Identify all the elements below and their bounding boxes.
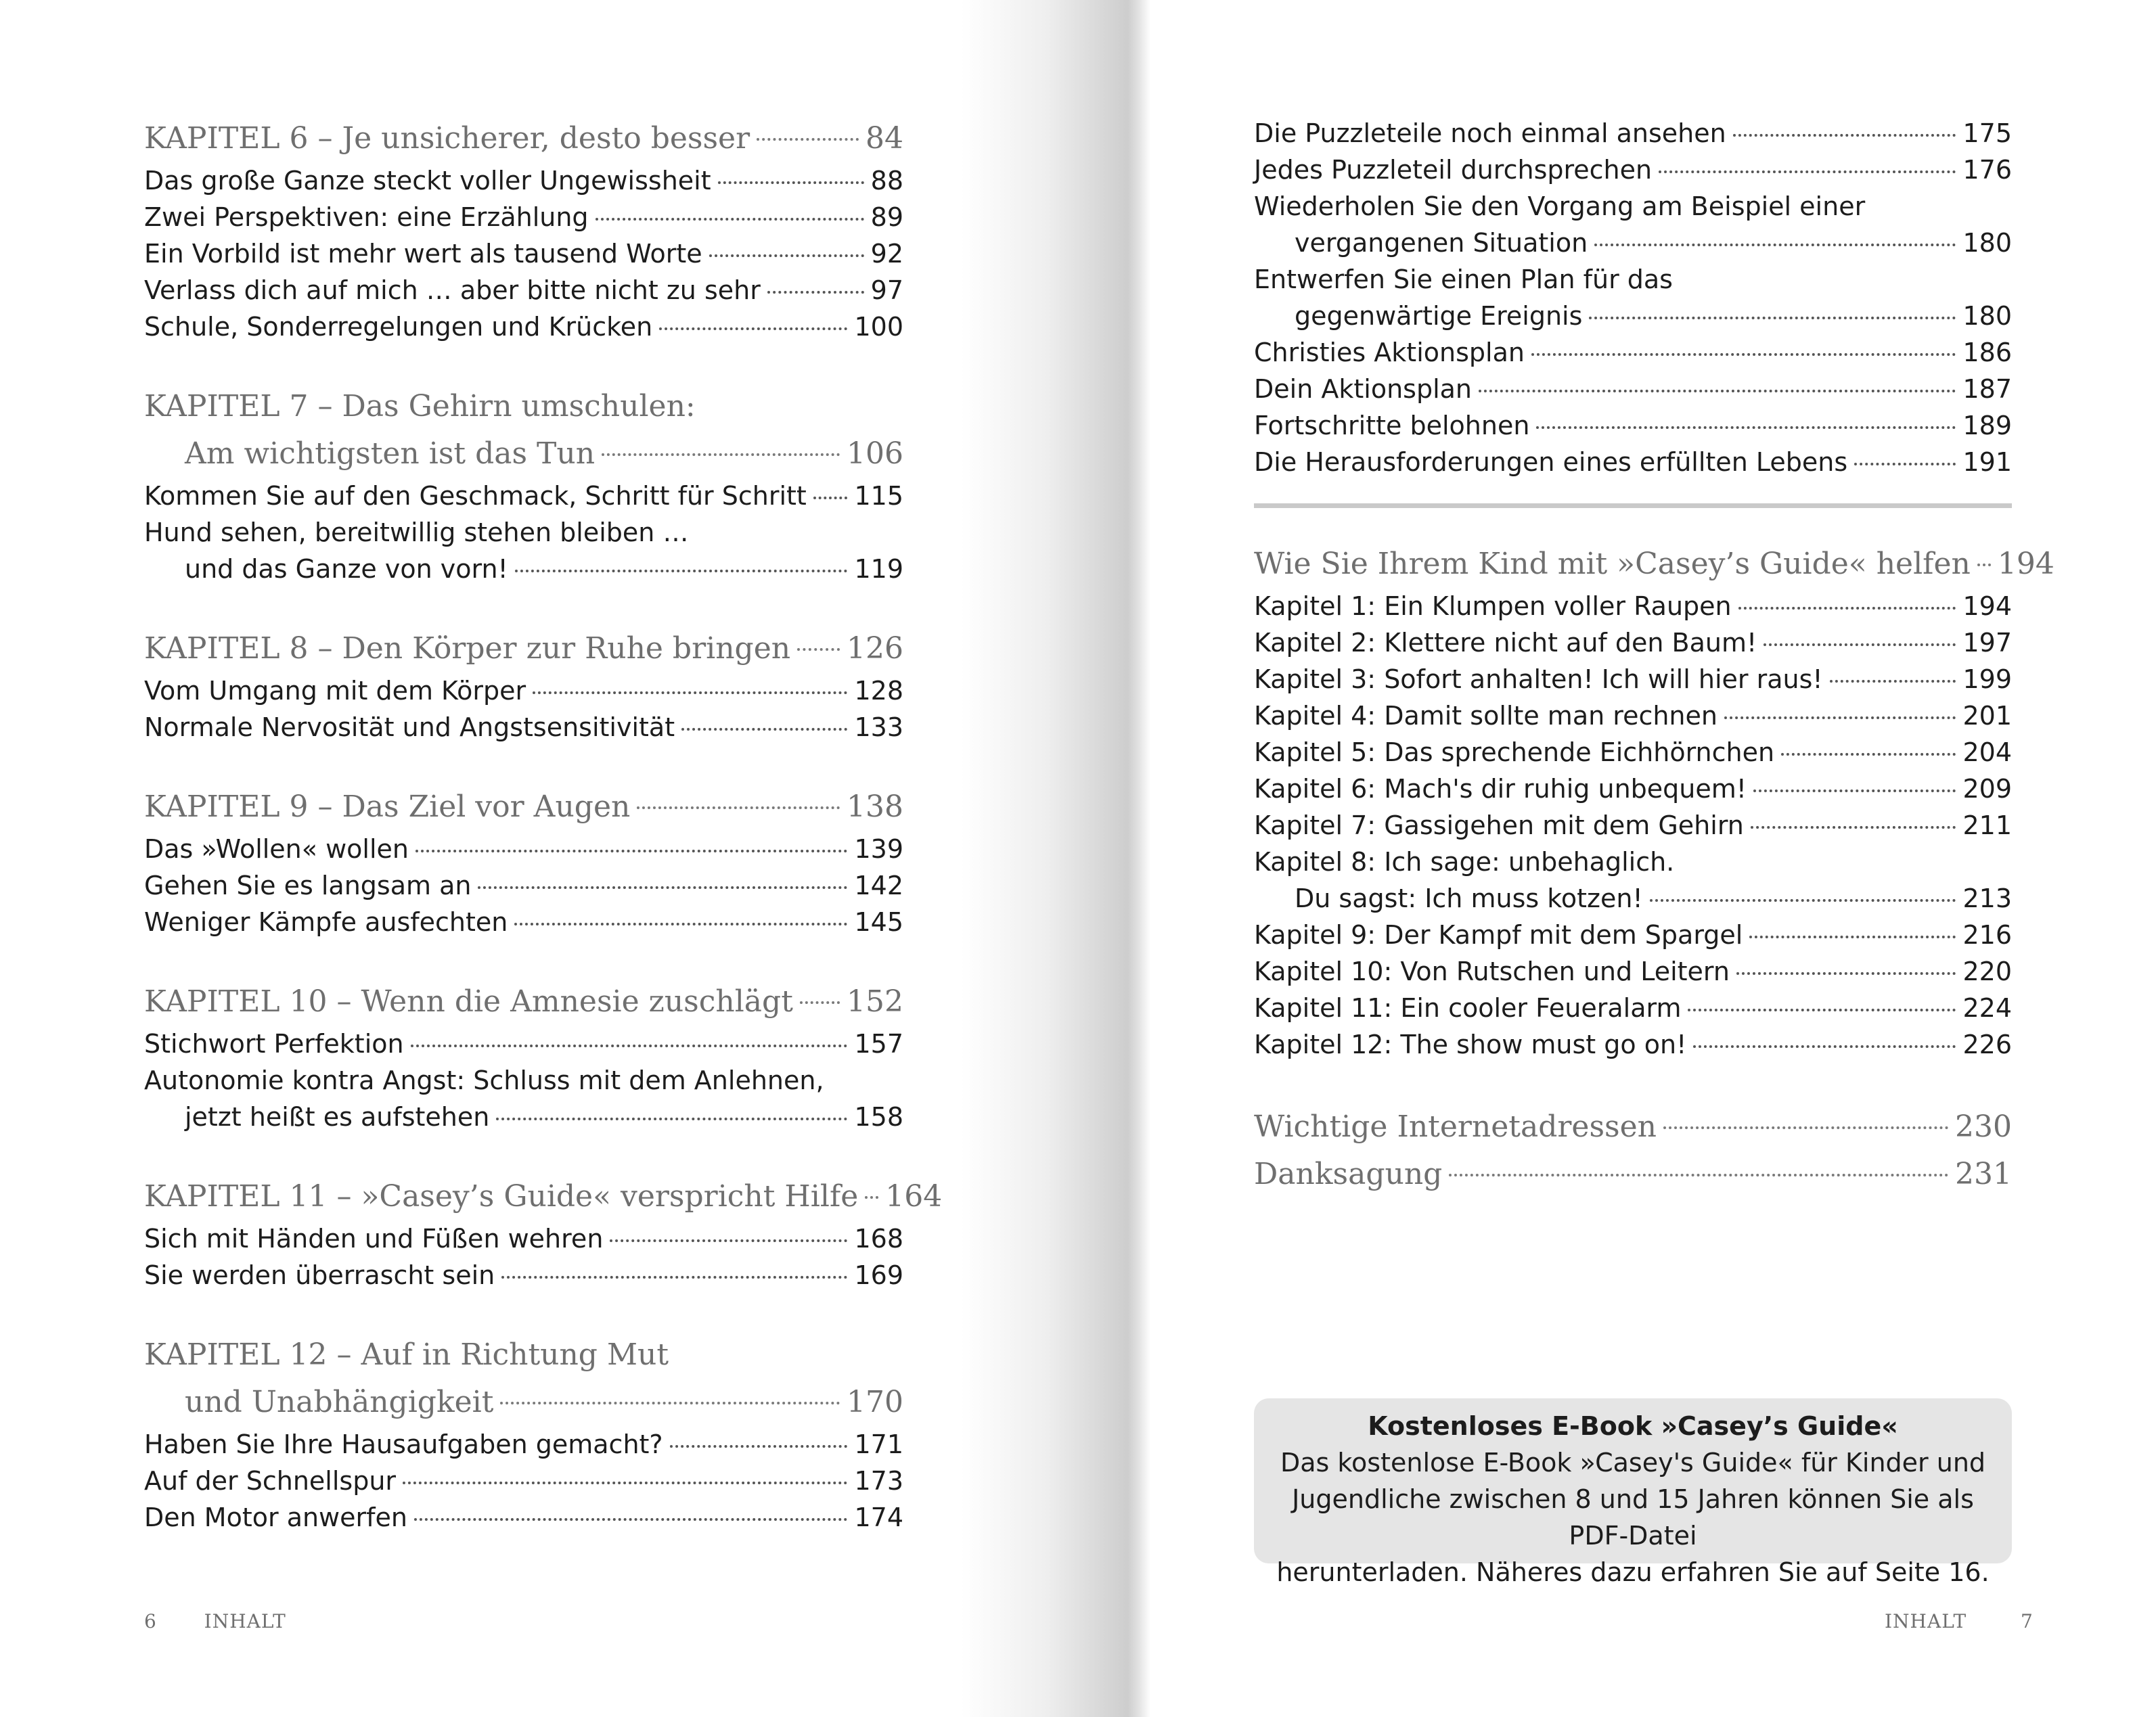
dot-leader [767, 291, 864, 294]
chapter-title-text: KAPITEL 7 – Das Gehirn umschulen: [144, 389, 696, 423]
entry-title-text: Kapitel 6: Mach's dir ruhig unbequem! [1254, 774, 1747, 804]
dot-leader [1536, 426, 1956, 429]
page-number: 142 [854, 871, 903, 900]
chapter-heading-line [144, 115, 903, 162]
page-number: 170 [847, 1385, 903, 1419]
entry-title-text: Kommen Sie auf den Geschmack, Schritt für Schritt [144, 481, 807, 511]
entry-title-text: Das große Ganze steckt voller Ungewissheit [144, 166, 711, 196]
toc-entry-line [144, 867, 903, 904]
page-number: 194 [1962, 591, 2012, 621]
toc-entry-line [1254, 444, 2012, 480]
dot-leader [500, 1402, 840, 1404]
entry-title-text: Die Puzzleteile noch einmal ansehen [1254, 118, 1726, 148]
entry-title-text: Das »Wollen« wollen [144, 834, 409, 864]
page-number: 220 [1962, 957, 2012, 986]
closing-sections [1254, 1103, 2012, 1198]
page-number: 152 [847, 984, 903, 1019]
chapter-heading-line [144, 383, 903, 430]
dot-leader [1753, 789, 1956, 792]
ebook-info-box [1254, 1398, 2012, 1587]
toc-entry-line [144, 551, 903, 587]
dot-leader [1479, 390, 1956, 392]
page-number: 164 [885, 1179, 943, 1214]
toc-entry-line [144, 272, 903, 308]
page-number: 145 [854, 907, 903, 937]
entry-title-text: Die Herausforderungen eines erfüllten Lebens [1254, 447, 1848, 477]
chapter-spacer [144, 1294, 903, 1331]
entry-title-text: Stichwort Perfektion [144, 1029, 404, 1059]
dot-leader [610, 1239, 847, 1242]
toc-chapter-block [144, 1331, 903, 1536]
chapter-heading-line [144, 1173, 943, 1220]
dot-leader [797, 648, 840, 651]
page-number: 168 [854, 1224, 903, 1254]
entry-title-text: Vom Umgang mit dem Körper [144, 676, 526, 706]
entry-title-text: Haben Sie Ihre Hausaufgaben gemacht? [144, 1429, 663, 1459]
dot-leader [1733, 134, 1956, 137]
toc-entry-line [1254, 115, 2012, 152]
toc-entry-line [144, 199, 903, 235]
right-page-number: 7 [2021, 1610, 2034, 1632]
page-number: 191 [1962, 447, 2012, 477]
toc-entry-line [1254, 917, 2012, 953]
entry-title-text: Auf der Schnellspur [144, 1466, 397, 1496]
dot-leader [1764, 643, 1956, 646]
toc-entry-line [144, 1426, 903, 1463]
chapter-title-text: KAPITEL 6 – Je unsicherer, desto besser [144, 121, 750, 156]
dot-leader [1830, 680, 1956, 683]
entry-title-text: Christies Aktionsplan [1254, 338, 1525, 367]
toc-entry-line [1254, 225, 2012, 261]
toc-entry-line [144, 1499, 903, 1536]
toc-chapter-block [144, 625, 903, 746]
chapter-heading-line [144, 430, 903, 478]
entry-title-text: Kapitel 8: Ich sage: unbehaglich. [1254, 847, 1675, 877]
dot-leader [1589, 317, 1956, 319]
toc-entry-line [144, 904, 903, 940]
page-number: 199 [1962, 664, 2012, 694]
dot-leader [496, 1118, 847, 1120]
page-number: 106 [847, 436, 903, 471]
dot-leader [718, 181, 864, 184]
entry-title-text: Hund sehen, bereitwillig stehen bleiben … [144, 518, 689, 547]
page-number: 204 [1962, 737, 2012, 767]
dot-leader [1688, 1009, 1956, 1011]
entry-title-text: Sich mit Händen und Füßen wehren [144, 1224, 604, 1254]
chapter-title-text: und Unabhängigkeit [185, 1385, 494, 1419]
page-number: 230 [1955, 1109, 2012, 1144]
chapter-heading-line [144, 625, 903, 672]
chapter-heading-line [1254, 1151, 2012, 1198]
toc-chapter-block [144, 115, 903, 345]
page-number: 197 [1962, 628, 2012, 658]
page-number: 201 [1962, 701, 2012, 731]
toc-entry-line [1254, 990, 2012, 1026]
dot-leader [501, 1276, 847, 1279]
left-running-head: INHALT [204, 1610, 286, 1632]
dot-leader [1781, 753, 1956, 756]
chapter-spacer [144, 940, 903, 978]
toc-chapter-block [144, 978, 903, 1135]
book-gutter-shadow [961, 0, 1150, 1717]
toc-entry-line [1254, 588, 2012, 624]
entry-title-text: Kapitel 5: Das sprechende Eichhörnchen [1254, 737, 1775, 767]
toc-entry-line [1254, 807, 2012, 844]
chapter-heading-line [144, 1331, 903, 1379]
right-running-head: INHALT [1885, 1610, 1967, 1632]
page-number: 139 [854, 834, 903, 864]
page-number: 89 [870, 202, 903, 232]
page-number: 157 [854, 1029, 903, 1059]
page-number: 231 [1955, 1157, 2012, 1191]
dot-leader [637, 806, 840, 809]
dot-leader [1650, 899, 1956, 902]
page-number: 92 [870, 239, 903, 269]
toc-chapter-block [144, 1173, 943, 1294]
right-top-entries [1254, 115, 2012, 480]
dot-leader [1663, 1126, 1948, 1129]
dot-leader [411, 1045, 848, 1047]
entry-title-text: Schule, Sonderregelungen und Krücken [144, 312, 653, 342]
page-number: 211 [1962, 810, 2012, 840]
toc-entry-line [144, 1062, 903, 1099]
entry-title-text: Dein Aktionsplan [1254, 374, 1472, 404]
dot-leader [515, 570, 848, 572]
toc-entry-line [144, 1257, 903, 1294]
page-number: 216 [1962, 920, 2012, 950]
chapter-heading-line [144, 978, 903, 1026]
dot-leader [709, 254, 864, 257]
dot-leader [1854, 463, 1956, 465]
page-number: 174 [854, 1503, 903, 1532]
toc-entry-line [144, 162, 903, 199]
page-number: 180 [1962, 301, 2012, 331]
page-number: 169 [854, 1260, 903, 1290]
entry-title-text: Ein Vorbild ist mehr wert als tausend Worte [144, 239, 702, 269]
entry-title-text: Verlass dich auf mich … aber bitte nicht zu sehr [144, 275, 761, 305]
dot-leader [533, 691, 847, 694]
dot-leader [681, 728, 847, 731]
toc-entry-line [1254, 261, 2012, 298]
ebook-text-line-1: Das kostenlose E-Book »Casey's Guide« für Kinder und [1280, 1448, 1986, 1478]
entry-title-text: Kapitel 10: Von Rutschen und Leitern [1254, 957, 1730, 986]
toc-chapter-block [144, 383, 903, 587]
toc-entry-line [144, 709, 903, 746]
entry-title-text: Kapitel 3: Sofort anhalten! Ich will hier raus! [1254, 664, 1823, 694]
chapter-heading-line [1254, 1103, 2012, 1151]
dot-leader [414, 1518, 847, 1521]
toc-entry-line [1254, 371, 2012, 407]
page-number: 115 [854, 481, 903, 511]
toc-entry-line [1254, 152, 2012, 188]
entry-title-text: jetzt heißt es aufstehen [185, 1102, 490, 1132]
entry-title-text: Kapitel 2: Klettere nicht auf den Baum! [1254, 628, 1757, 658]
page-number: 175 [1962, 118, 2012, 148]
toc-chapter-block [144, 783, 903, 940]
dot-leader [416, 850, 847, 852]
dot-leader [1751, 826, 1956, 829]
toc-entry-line [144, 1220, 903, 1257]
page-number: 226 [1962, 1030, 2012, 1059]
dot-leader [514, 923, 847, 925]
page-number: 176 [1962, 155, 2012, 185]
ebook-title: Kostenloses E-Book »Casey’s Guide« [1368, 1411, 1898, 1441]
entry-title-text: Entwerfen Sie einen Plan für das [1254, 265, 1673, 294]
entry-title-text: Den Motor anwerfen [144, 1503, 407, 1532]
dot-leader [403, 1482, 847, 1484]
entry-title-text: Kapitel 7: Gassigehen mit dem Gehirn [1254, 810, 1744, 840]
toc-entry-line [144, 1026, 903, 1062]
toc-entry-line [1254, 734, 2012, 771]
chapter-heading-line [144, 1379, 903, 1426]
dot-leader [757, 138, 859, 141]
chapter-spacer [144, 345, 903, 383]
page-number: 119 [854, 554, 903, 584]
chapter-title-text: Wie Sie Ihrem Kind mit »Casey’s Guide« helfen [1254, 547, 1971, 581]
left-folio [144, 1610, 286, 1632]
entry-title-text: Du sagst: Ich muss kotzen! [1295, 884, 1643, 913]
toc-entry-line [144, 235, 903, 272]
entry-title-text: Normale Nervosität und Angstsensitivität [144, 712, 675, 742]
guide-section [1254, 541, 2054, 1063]
page-number: 97 [870, 275, 903, 305]
chapter-heading-line [1254, 541, 2054, 588]
entry-title-text: Wiederholen Sie den Vorgang am Beispiel einer [1254, 191, 1866, 221]
entry-title-text: und das Ganze von vorn! [185, 554, 508, 584]
dot-leader [1738, 607, 1956, 610]
dot-leader [1531, 353, 1956, 356]
page-number: 189 [1962, 411, 2012, 440]
dot-leader [800, 1001, 840, 1004]
right-page-toc [1254, 115, 2054, 1198]
dot-leader [659, 327, 847, 330]
right-folio [1885, 1610, 2034, 1632]
entry-title-text: Kapitel 12: The show must go on! [1254, 1030, 1687, 1059]
page-number: 171 [854, 1429, 903, 1459]
page-number: 88 [870, 166, 903, 196]
page-number: 173 [854, 1466, 903, 1496]
page-number: 100 [854, 312, 903, 342]
dot-leader [1449, 1174, 1948, 1176]
chapter-title-text: Danksagung [1254, 1157, 1443, 1191]
chapter-title-text: Am wichtigsten ist das Tun [185, 436, 596, 471]
toc-entry-line [144, 514, 903, 551]
page-number: 186 [1962, 338, 2012, 367]
toc-entry-line [1254, 334, 2012, 371]
chapter-spacer [144, 587, 903, 625]
left-page-number: 6 [144, 1610, 157, 1632]
entry-title-text: Fortschritte belohnen [1254, 411, 1530, 440]
page-number: 209 [1962, 774, 2012, 804]
toc-entry-line [144, 672, 903, 709]
entry-title-text: Jedes Puzzleteil durchsprechen [1254, 155, 1653, 185]
chapter-title-text: Wichtige Internetadressen [1254, 1109, 1657, 1144]
chapter-title-text: KAPITEL 10 – Wenn die Amnesie zuschlägt [144, 984, 793, 1019]
ebook-text-line-3: herunterladen. Näheres dazu erfahren Sie auf Seite 16. [1276, 1557, 1990, 1587]
section-divider-rule [1254, 503, 2012, 508]
toc-entry-line [1254, 697, 2012, 734]
dot-leader [478, 886, 847, 889]
page-number: 126 [847, 631, 903, 666]
toc-entry-line [1254, 188, 2012, 225]
toc-entry-line [144, 831, 903, 867]
chapter-title-text: KAPITEL 12 – Auf in Richtung Mut [144, 1337, 669, 1372]
dot-leader [865, 1196, 878, 1199]
chapter-spacer [144, 746, 903, 783]
toc-entry-line [144, 308, 903, 345]
page-number: 213 [1962, 884, 2012, 913]
page-number: 133 [854, 712, 903, 742]
entry-title-text: Gehen Sie es langsam an [144, 871, 472, 900]
page-number: 128 [854, 676, 903, 706]
chapter-title-text: KAPITEL 8 – Den Körper zur Ruhe bringen [144, 631, 791, 666]
dot-leader [1724, 716, 1956, 719]
dot-leader [1749, 936, 1956, 938]
toc-entry-line [1254, 407, 2012, 444]
entry-title-text: vergangenen Situation [1295, 228, 1588, 258]
page-number: 138 [847, 789, 903, 824]
dot-leader [596, 218, 864, 221]
dot-leader [813, 497, 848, 499]
toc-entry-line [1254, 771, 2012, 807]
page-number: 187 [1962, 374, 2012, 404]
page-number: 180 [1962, 228, 2012, 258]
chapter-spacer [144, 1135, 903, 1173]
toc-entry-line [144, 478, 903, 514]
entry-title-text: Autonomie kontra Angst: Schluss mit dem Anlehnen, [144, 1066, 824, 1095]
dot-leader [602, 453, 840, 456]
toc-entry-line [144, 1099, 903, 1135]
page-number: 194 [1997, 547, 2054, 581]
entry-title-text: Kapitel 4: Damit sollte man rechnen [1254, 701, 1717, 731]
toc-entry-line [1254, 661, 2012, 697]
page-number: 84 [866, 121, 903, 156]
toc-entry-line [1254, 880, 2012, 917]
dot-leader [1736, 972, 1956, 975]
entry-title-text: Kapitel 11: Ein cooler Feueralarm [1254, 993, 1682, 1023]
ebook-text-line-2: Jugendliche zwischen 8 und 15 Jahren können Sie als PDF-Datei [1292, 1484, 1974, 1551]
chapter-title-text: KAPITEL 11 – »Casey’s Guide« verspricht Hilfe [144, 1179, 859, 1214]
toc-entry-line [1254, 1026, 2012, 1063]
toc-entry-line [1254, 953, 2012, 990]
dot-leader [1977, 564, 1991, 566]
dot-leader [1594, 244, 1956, 246]
entry-title-text: Kapitel 9: Der Kampf mit dem Spargel [1254, 920, 1743, 950]
entry-title-text: Weniger Kämpfe ausfechten [144, 907, 508, 937]
entry-title-text: Zwei Perspektiven: eine Erzählung [144, 202, 589, 232]
entry-title-text: gegenwärtige Ereignis [1295, 301, 1583, 331]
dot-leader [670, 1445, 848, 1448]
dot-leader [1659, 170, 1956, 173]
toc-entry-line [1254, 624, 2012, 661]
toc-entry-line [144, 1463, 903, 1499]
toc-entry-line [1254, 844, 2012, 880]
chapter-heading-line [144, 783, 903, 831]
dot-leader [1693, 1045, 1956, 1048]
entry-title-text: Sie werden überrascht sein [144, 1260, 495, 1290]
entry-title-text: Kapitel 1: Ein Klumpen voller Raupen [1254, 591, 1732, 621]
toc-entry-line [1254, 298, 2012, 334]
left-page-toc [144, 115, 943, 1536]
page-number: 158 [854, 1102, 903, 1132]
page-number: 224 [1962, 993, 2012, 1023]
chapter-title-text: KAPITEL 9 – Das Ziel vor Augen [144, 789, 631, 824]
